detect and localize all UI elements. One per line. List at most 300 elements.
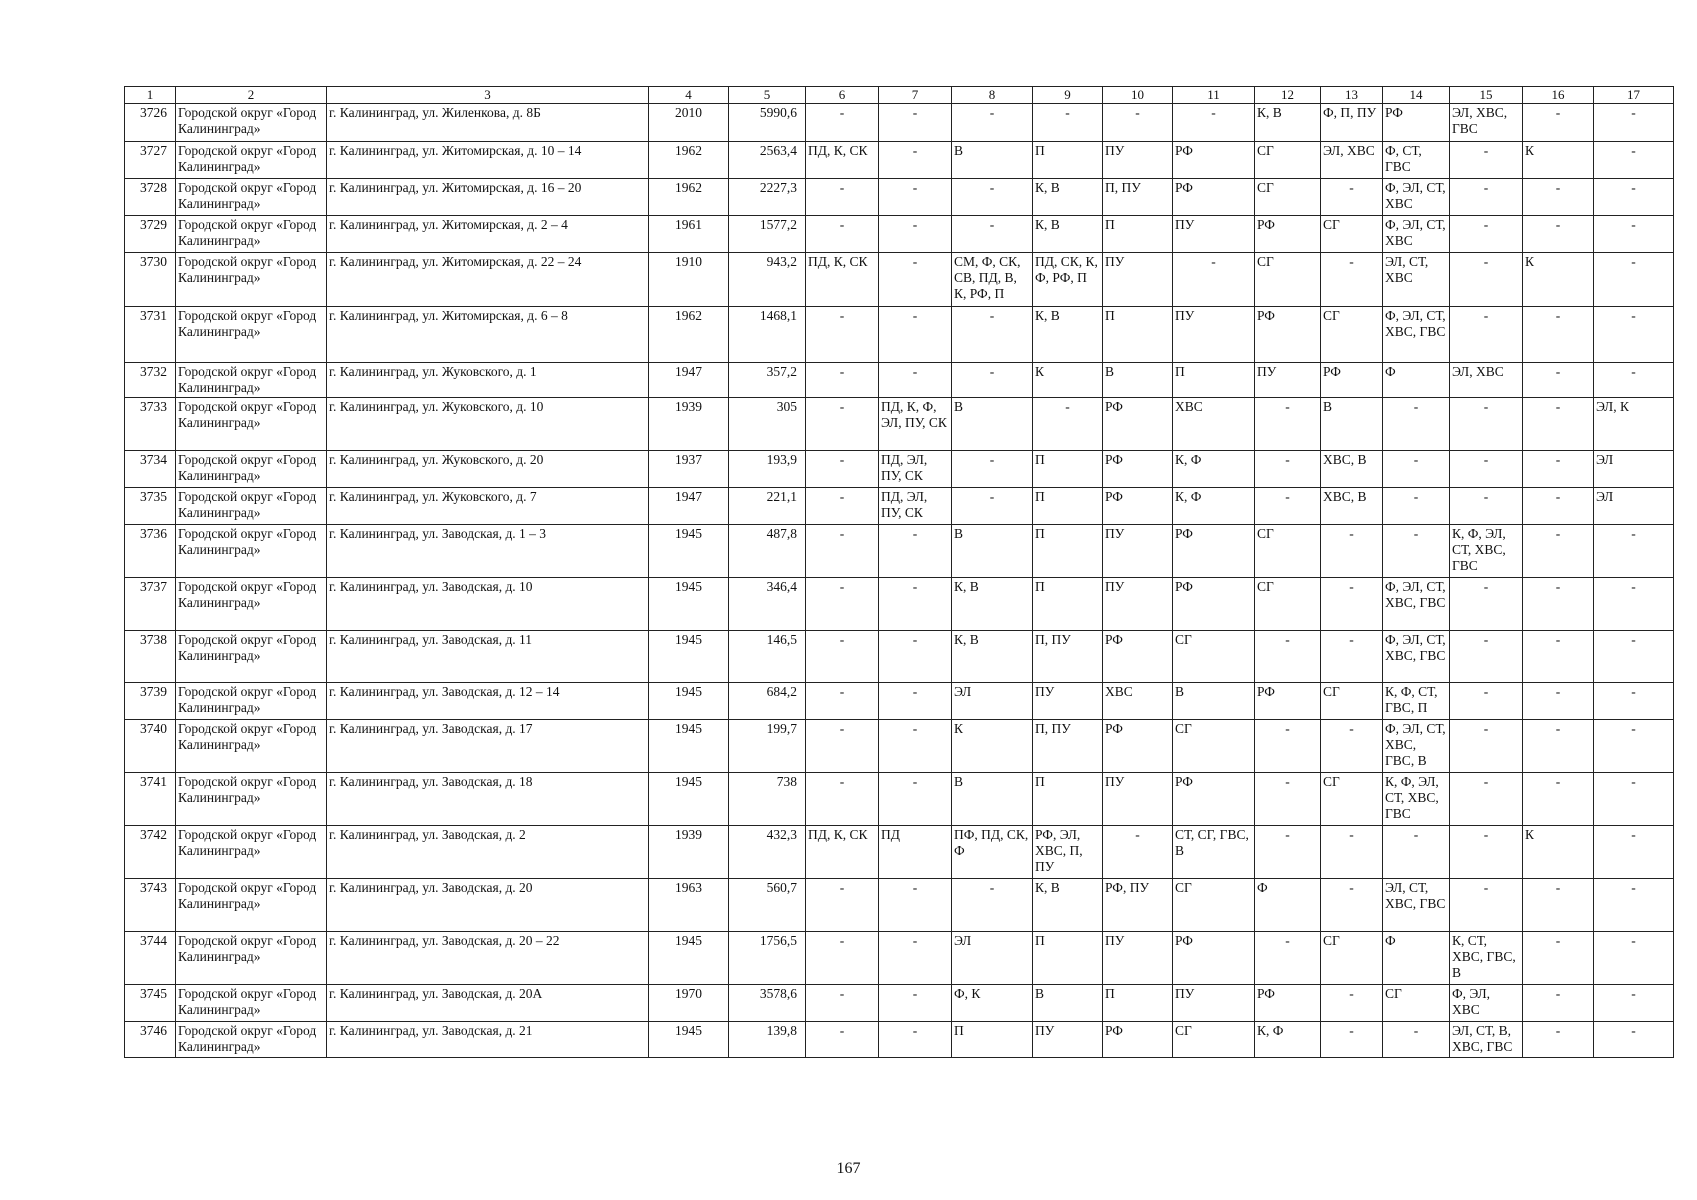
cell-col-16: - [1523,773,1594,826]
cell-col-15: - [1450,142,1523,179]
cell-col-17: ЭЛ [1594,451,1674,488]
cell-area: 2227,3 [729,179,806,216]
cell-area: 5990,6 [729,104,806,142]
cell-municipality: Городской округ «Город Калининград» [176,683,327,720]
cell-number: 3737 [125,578,176,631]
cell-col-13: - [1321,985,1383,1022]
cell-col-14: ЭЛ, СТ, ХВС [1383,253,1450,307]
cell-col-14: Ф, ЭЛ, СТ, ХВС, ГВС [1383,307,1450,363]
cell-area: 738 [729,773,806,826]
table-row [125,683,1674,720]
cell-col-12: РФ [1255,683,1321,720]
cell-col-16: - [1523,363,1594,398]
cell-col-10: РФ [1103,631,1173,683]
cell-col-12: - [1255,488,1321,525]
cell-municipality: Городской округ «Город Калининград» [176,104,327,142]
cell-municipality: Городской округ «Город Калининград» [176,398,327,451]
cell-col-9: П, ПУ [1033,720,1103,773]
cell-year: 1962 [649,142,729,179]
cell-col-9: П [1033,142,1103,179]
page-number: 167 [836,1160,861,1177]
cell-col-7: - [879,216,952,253]
cell-col-6: - [806,451,879,488]
cell-year: 1962 [649,307,729,363]
cell-col-6: - [806,879,879,932]
cell-number: 3726 [125,104,176,142]
cell-col-17: - [1594,253,1674,307]
cell-col-14: - [1383,451,1450,488]
cell-col-17: ЭЛ, К [1594,398,1674,451]
cell-col-12: К, В [1255,104,1321,142]
column-header: 6 [806,87,879,104]
cell-col-10: РФ [1103,488,1173,525]
cell-address: г. Калининград, ул. Заводская, д. 20 [327,879,649,932]
cell-col-6: - [806,216,879,253]
cell-col-14: Ф, ЭЛ, СТ, ХВС, ГВС, В [1383,720,1450,773]
column-number-header-row [125,87,1674,104]
table-row [125,488,1674,525]
cell-col-10: РФ [1103,1022,1173,1058]
cell-col-14: Ф, ЭЛ, СТ, ХВС, ГВС [1383,578,1450,631]
cell-col-10: ПУ [1103,253,1173,307]
cell-col-7: - [879,683,952,720]
cell-col-13: СГ [1321,216,1383,253]
cell-col-15: ЭЛ, ХВС [1450,363,1523,398]
cell-col-11: В [1173,683,1255,720]
cell-col-15: - [1450,216,1523,253]
cell-col-8: - [952,451,1033,488]
cell-municipality: Городской округ «Город Калининград» [176,1022,327,1058]
cell-col-8: - [952,488,1033,525]
cell-number: 3745 [125,985,176,1022]
cell-col-15: - [1450,488,1523,525]
cell-col-13: В [1321,398,1383,451]
cell-col-9: П [1033,773,1103,826]
cell-col-17: - [1594,578,1674,631]
cell-number: 3733 [125,398,176,451]
cell-col-10: ПУ [1103,142,1173,179]
cell-col-10: ПУ [1103,932,1173,985]
cell-number: 3734 [125,451,176,488]
cell-col-11: РФ [1173,932,1255,985]
cell-col-10: П [1103,216,1173,253]
cell-col-11: РФ [1173,179,1255,216]
cell-address: г. Калининград, ул. Жиленкова, д. 8Б [327,104,649,142]
cell-col-8: Ф, К [952,985,1033,1022]
cell-year: 1939 [649,398,729,451]
cell-col-13: - [1321,879,1383,932]
cell-col-12: СГ [1255,253,1321,307]
column-header: 16 [1523,87,1594,104]
cell-number: 3738 [125,631,176,683]
cell-col-15: - [1450,253,1523,307]
table-row [125,1022,1674,1058]
cell-col-7: - [879,525,952,578]
cell-col-13: Ф, П, ПУ [1321,104,1383,142]
column-header: 14 [1383,87,1450,104]
table-row [125,216,1674,253]
column-header: 10 [1103,87,1173,104]
cell-col-9: К, В [1033,179,1103,216]
cell-col-6: - [806,985,879,1022]
cell-col-10: РФ [1103,398,1173,451]
cell-col-9: ПУ [1033,1022,1103,1058]
cell-area: 146,5 [729,631,806,683]
cell-col-16: - [1523,932,1594,985]
cell-col-6: ПД, К, СК [806,826,879,879]
cell-col-9: К, В [1033,879,1103,932]
cell-col-15: - [1450,826,1523,879]
cell-area: 2563,4 [729,142,806,179]
cell-year: 1945 [649,773,729,826]
cell-col-14: Ф, СТ, ГВС [1383,142,1450,179]
cell-col-7: - [879,879,952,932]
cell-col-7: - [879,932,952,985]
cell-area: 1577,2 [729,216,806,253]
cell-year: 1947 [649,363,729,398]
cell-number: 3744 [125,932,176,985]
cell-number: 3727 [125,142,176,179]
cell-col-14: К, Ф, ЭЛ, СТ, ХВС, ГВС [1383,773,1450,826]
cell-col-9: П [1033,578,1103,631]
cell-col-12: СГ [1255,578,1321,631]
table-row [125,578,1674,631]
cell-municipality: Городской округ «Город Калининград» [176,773,327,826]
cell-col-6: - [806,307,879,363]
cell-col-8: В [952,525,1033,578]
column-header: 8 [952,87,1033,104]
cell-number: 3742 [125,826,176,879]
cell-col-8: В [952,773,1033,826]
column-header: 3 [327,87,649,104]
cell-col-8: ПФ, ПД, СК, Ф [952,826,1033,879]
cell-col-13: СГ [1321,932,1383,985]
cell-col-8: К [952,720,1033,773]
cell-col-10: П, ПУ [1103,179,1173,216]
cell-number: 3741 [125,773,176,826]
cell-col-12: - [1255,720,1321,773]
cell-municipality: Городской округ «Город Калининград» [176,525,327,578]
cell-year: 1947 [649,488,729,525]
cell-col-15: - [1450,631,1523,683]
cell-col-16: - [1523,985,1594,1022]
table-row [125,773,1674,826]
cell-col-9: К, В [1033,307,1103,363]
cell-year: 1945 [649,1022,729,1058]
cell-col-7: - [879,142,952,179]
cell-area: 1468,1 [729,307,806,363]
cell-year: 1963 [649,879,729,932]
cell-col-10: П [1103,985,1173,1022]
cell-col-14: Ф, ЭЛ, СТ, ХВС, ГВС [1383,631,1450,683]
cell-col-10: ХВС [1103,683,1173,720]
cell-col-16: - [1523,398,1594,451]
cell-col-6: - [806,363,879,398]
cell-col-10: ПУ [1103,578,1173,631]
cell-col-6: - [806,932,879,985]
column-header: 12 [1255,87,1321,104]
cell-address: г. Калининград, ул. Жуковского, д. 1 [327,363,649,398]
cell-col-8: - [952,879,1033,932]
cell-municipality: Городской округ «Город Калининград» [176,720,327,773]
cell-number: 3743 [125,879,176,932]
cell-address: г. Калининград, ул. Житомирская, д. 6 – 8 [327,307,649,363]
cell-municipality: Городской округ «Город Калининград» [176,826,327,879]
cell-col-9: ПД, СК, К, Ф, РФ, П [1033,253,1103,307]
cell-col-9: К [1033,363,1103,398]
cell-municipality: Городской округ «Город Калининград» [176,253,327,307]
cell-col-6: - [806,720,879,773]
cell-col-11: К, Ф [1173,451,1255,488]
table-row [125,631,1674,683]
cell-col-10: РФ [1103,451,1173,488]
cell-col-15: К, Ф, ЭЛ, СТ, ХВС, ГВС [1450,525,1523,578]
cell-address: г. Калининград, ул. Заводская, д. 11 [327,631,649,683]
cell-col-14: Ф, ЭЛ, СТ, ХВС [1383,216,1450,253]
cell-area: 346,4 [729,578,806,631]
cell-year: 1970 [649,985,729,1022]
cell-col-13: ХВС, В [1321,451,1383,488]
cell-col-17: - [1594,683,1674,720]
cell-col-6: - [806,179,879,216]
cell-address: г. Калининград, ул. Житомирская, д. 22 – 24 [327,253,649,307]
cell-col-13: - [1321,631,1383,683]
cell-area: 432,3 [729,826,806,879]
cell-col-16: - [1523,1022,1594,1058]
cell-col-7: - [879,773,952,826]
cell-address: г. Калининград, ул. Заводская, д. 21 [327,1022,649,1058]
cell-col-15: К, СТ, ХВС, ГВС, В [1450,932,1523,985]
cell-col-8: В [952,142,1033,179]
cell-year: 1961 [649,216,729,253]
cell-col-8: ЭЛ [952,932,1033,985]
column-header: 17 [1594,87,1674,104]
column-header: 7 [879,87,952,104]
cell-col-11: ПУ [1173,307,1255,363]
cell-col-11: ПУ [1173,216,1255,253]
cell-municipality: Городской округ «Город Калининград» [176,578,327,631]
cell-number: 3730 [125,253,176,307]
cell-col-12: СГ [1255,525,1321,578]
cell-col-15: - [1450,451,1523,488]
column-header: 13 [1321,87,1383,104]
cell-col-16: - [1523,683,1594,720]
cell-year: 1945 [649,932,729,985]
cell-col-16: - [1523,307,1594,363]
cell-col-7: ПД [879,826,952,879]
cell-col-7: - [879,179,952,216]
cell-col-16: К [1523,253,1594,307]
cell-col-12: - [1255,932,1321,985]
cell-col-8: - [952,307,1033,363]
cell-col-7: - [879,307,952,363]
table-row [125,398,1674,451]
cell-municipality: Городской округ «Город Калининград» [176,142,327,179]
column-header: 1 [125,87,176,104]
cell-address: г. Калининград, ул. Заводская, д. 17 [327,720,649,773]
cell-area: 487,8 [729,525,806,578]
cell-address: г. Калининград, ул. Заводская, д. 1 – 3 [327,525,649,578]
cell-col-7: - [879,104,952,142]
table-body [125,104,1674,1058]
cell-col-15: - [1450,179,1523,216]
cell-col-6: - [806,683,879,720]
cell-col-14: РФ [1383,104,1450,142]
cell-col-11: СГ [1173,1022,1255,1058]
cell-col-11: РФ [1173,578,1255,631]
cell-area: 560,7 [729,879,806,932]
cell-col-10: ПУ [1103,773,1173,826]
cell-col-17: - [1594,363,1674,398]
cell-municipality: Городской округ «Город Калининград» [176,363,327,398]
cell-col-12: РФ [1255,307,1321,363]
cell-col-8: - [952,104,1033,142]
cell-col-8: - [952,179,1033,216]
register-table [124,86,1674,1058]
cell-col-9: ПУ [1033,683,1103,720]
table-row [125,879,1674,932]
cell-col-17: - [1594,879,1674,932]
cell-col-13: - [1321,826,1383,879]
cell-col-7: - [879,578,952,631]
cell-col-6: - [806,104,879,142]
cell-col-15: - [1450,683,1523,720]
cell-col-8: П [952,1022,1033,1058]
cell-year: 2010 [649,104,729,142]
cell-number: 3728 [125,179,176,216]
cell-col-7: - [879,720,952,773]
cell-col-14: - [1383,398,1450,451]
column-header: 2 [176,87,327,104]
cell-col-10: - [1103,104,1173,142]
cell-year: 1945 [649,683,729,720]
cell-col-13: РФ [1321,363,1383,398]
cell-col-16: - [1523,720,1594,773]
cell-col-7: - [879,631,952,683]
cell-number: 3735 [125,488,176,525]
cell-number: 3739 [125,683,176,720]
cell-col-11: П [1173,363,1255,398]
cell-col-14: ЭЛ, СТ, ХВС, ГВС [1383,879,1450,932]
cell-col-7: - [879,253,952,307]
cell-col-17: - [1594,631,1674,683]
cell-address: г. Калининград, ул. Жуковского, д. 7 [327,488,649,525]
cell-col-9: П [1033,932,1103,985]
cell-col-15: - [1450,307,1523,363]
cell-col-14: - [1383,488,1450,525]
cell-col-11: ПУ [1173,985,1255,1022]
cell-col-12: - [1255,451,1321,488]
cell-col-13: ХВС, В [1321,488,1383,525]
cell-col-8: СМ, Ф, СК, СВ, ПД, В, К, РФ, П [952,253,1033,307]
cell-col-9: - [1033,104,1103,142]
table-row [125,142,1674,179]
cell-col-6: - [806,488,879,525]
cell-col-14: - [1383,1022,1450,1058]
column-header: 5 [729,87,806,104]
table-row [125,307,1674,363]
cell-col-6: ПД, К, СК [806,142,879,179]
cell-year: 1962 [649,179,729,216]
cell-area: 357,2 [729,363,806,398]
cell-col-13: СГ [1321,773,1383,826]
table-row [125,363,1674,398]
cell-col-17: - [1594,307,1674,363]
cell-col-13: ЭЛ, ХВС [1321,142,1383,179]
cell-col-15: ЭЛ, ХВС, ГВС [1450,104,1523,142]
cell-col-17: - [1594,1022,1674,1058]
cell-municipality: Городской округ «Город Калининград» [176,985,327,1022]
column-header: 4 [649,87,729,104]
cell-municipality: Городской округ «Город Калининград» [176,451,327,488]
cell-number: 3746 [125,1022,176,1058]
cell-col-17: - [1594,104,1674,142]
cell-col-17: - [1594,216,1674,253]
cell-col-14: - [1383,826,1450,879]
cell-year: 1945 [649,631,729,683]
cell-area: 684,2 [729,683,806,720]
cell-col-13: - [1321,1022,1383,1058]
table-row [125,104,1674,142]
cell-col-15: - [1450,578,1523,631]
cell-col-13: - [1321,253,1383,307]
cell-col-9: П [1033,525,1103,578]
table-row [125,179,1674,216]
cell-col-13: - [1321,179,1383,216]
cell-col-10: РФ, ПУ [1103,879,1173,932]
cell-col-14: Ф [1383,932,1450,985]
cell-col-11: РФ [1173,525,1255,578]
cell-municipality: Городской округ «Город Калининград» [176,307,327,363]
column-header: 9 [1033,87,1103,104]
cell-address: г. Калининград, ул. Житомирская, д. 2 – 4 [327,216,649,253]
cell-number: 3731 [125,307,176,363]
table-row [125,826,1674,879]
table-row [125,451,1674,488]
cell-col-17: - [1594,525,1674,578]
cell-col-13: - [1321,525,1383,578]
cell-col-6: ПД, К, СК [806,253,879,307]
cell-col-12: - [1255,826,1321,879]
cell-number: 3732 [125,363,176,398]
cell-col-6: - [806,525,879,578]
cell-address: г. Калининград, ул. Житомирская, д. 10 – 14 [327,142,649,179]
cell-col-16: - [1523,525,1594,578]
cell-year: 1910 [649,253,729,307]
cell-col-6: - [806,578,879,631]
cell-col-10: - [1103,826,1173,879]
cell-col-16: - [1523,879,1594,932]
cell-address: г. Калининград, ул. Заводская, д. 20 – 22 [327,932,649,985]
cell-municipality: Городской округ «Город Калининград» [176,179,327,216]
cell-col-13: СГ [1321,683,1383,720]
cell-address: г. Калининград, ул. Заводская, д. 12 – 14 [327,683,649,720]
cell-year: 1945 [649,525,729,578]
cell-municipality: Городской округ «Город Калининград» [176,488,327,525]
cell-col-12: К, Ф [1255,1022,1321,1058]
cell-area: 221,1 [729,488,806,525]
cell-address: г. Калининград, ул. Жуковского, д. 20 [327,451,649,488]
cell-col-16: К [1523,142,1594,179]
cell-col-11: ХВС [1173,398,1255,451]
cell-col-17: - [1594,142,1674,179]
cell-address: г. Калининград, ул. Заводская, д. 2 [327,826,649,879]
cell-col-11: К, Ф [1173,488,1255,525]
cell-col-14: СГ [1383,985,1450,1022]
cell-col-16: - [1523,578,1594,631]
cell-col-6: - [806,398,879,451]
column-header: 15 [1450,87,1523,104]
